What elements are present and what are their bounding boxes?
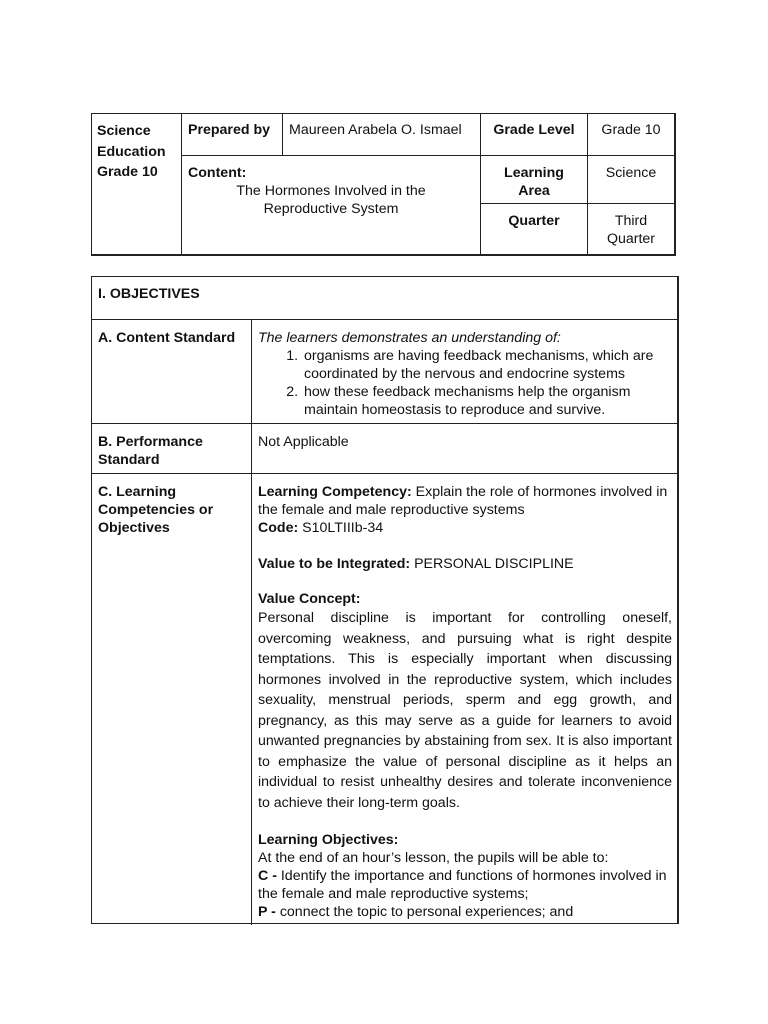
value-concept (258, 590, 672, 813)
content-cell (181, 155, 480, 256)
learning-competency (258, 483, 672, 519)
objective-cognitive (258, 867, 672, 903)
learning-competencies-body (251, 474, 678, 925)
objective-p-label: P - (258, 904, 276, 920)
code-value: S10LTIIIb-34 (298, 520, 384, 536)
value-to-integrate (258, 555, 672, 573)
code-label: Code: (258, 520, 299, 536)
performance-standard-body (251, 424, 678, 473)
learning-area-label-line-2: Area (518, 183, 550, 199)
quarter-label: Quarter (508, 213, 560, 229)
quarter-label-cell (480, 203, 587, 254)
content-title (188, 182, 480, 218)
grade-level-label: Grade Level (493, 122, 575, 138)
learning-area-label-line-1: Learning (504, 165, 564, 181)
prepared-by-value: Maureen Arabela O. Ismael (289, 122, 462, 138)
content-standard-list (258, 347, 672, 419)
quarter-value-line-2: Quarter (606, 231, 656, 247)
performance-standard-label (92, 424, 251, 473)
learning-competencies-label-line-2: Competencies or (98, 502, 214, 518)
content-label: Content: (188, 165, 247, 181)
learning-objectives (258, 831, 672, 921)
subject-cell (91, 113, 181, 256)
value-concept-text: Personal discipline is important for controlling oneself, overcoming weakness, and pursuing what is right despite temptations. This is especially important when discussing hormones involved in the reproductive system, which includes sexuality, menstrual periods, sperm and egg growth, and pregnancy, as this may serve as a guide for learners to avoid unwanted pregnancies by abstaining from sex. It is also important to emphasize the value of personal discipline as it helps an individual to resist unhealthy desires and tolerate inconvenience to achieve their long-term goals. (258, 610, 672, 811)
objective-p-text: connect the topic to personal experiences; and (275, 904, 574, 920)
learning-objectives-intro: At the end of an hour’s lesson, the pupils will be able to: (258, 850, 609, 866)
content-standard-label: A. Content Standard (98, 330, 236, 346)
objectives-title: I. OBJECTIVES (98, 286, 200, 302)
learning-objectives-label: Learning Objectives: (258, 832, 399, 848)
quarter-value-line-1: Third (614, 213, 648, 229)
content-standard-item: 1. organisms are having feedback mechanisms, which are coordinated by the nervous and endocrine systems (302, 347, 672, 383)
subject-line-2: Education (97, 143, 166, 160)
learning-competencies-label-line-3: Objectives (98, 520, 170, 536)
prepared-by-label-cell (181, 113, 282, 155)
content-title-line-1: The Hormones Involved in the (236, 183, 426, 199)
quarter-value-cell (587, 203, 674, 254)
grade-level-label-cell (480, 113, 587, 155)
content-standard-row (92, 319, 678, 423)
content-standard-item: 2. how these feedback mechanisms help the organism maintain homeostasis to reproduce and survive. (302, 383, 672, 419)
learning-competencies-label (92, 474, 251, 925)
content-standard-body (251, 320, 678, 423)
competency-code (258, 519, 672, 537)
subject-line-1: Science (97, 123, 151, 139)
content-standard-intro: The learners demonstrates an understanding of: (258, 330, 561, 346)
prepared-by-value-cell (282, 113, 480, 155)
learning-area-label-cell (480, 155, 587, 203)
subject-line-3: Grade 10 (97, 164, 158, 180)
header-table (91, 113, 676, 256)
objectives-title-row (92, 277, 678, 319)
value-label: Value to be Integrated: (258, 556, 411, 572)
performance-standard-row (92, 423, 678, 473)
prepared-by-label: Prepared by (188, 122, 271, 138)
value-text: PERSONAL DISCIPLINE (410, 556, 574, 572)
learning-competencies-row (92, 473, 678, 925)
grade-level-value: Grade 10 (601, 122, 661, 138)
performance-standard-value: Not Applicable (258, 434, 349, 450)
objective-psychomotor (258, 903, 672, 921)
objective-c-label: C - (258, 868, 277, 884)
value-concept-label: Value Concept: (258, 591, 361, 607)
content-title-line-2: Reproductive System (263, 201, 399, 217)
learning-competency-text: Explain the role of hormones involved in the female and male reproductive systems (258, 484, 668, 518)
learning-competency-label: Learning Competency: (258, 484, 412, 500)
objectives-table (91, 276, 679, 924)
objective-c-text: Identify the importance and functions of hormones involved in the female and male reproductive systems; (258, 868, 667, 902)
performance-standard-label-line-1: B. Performance (98, 434, 203, 450)
grade-level-value-cell (587, 113, 674, 155)
learning-competencies-label-line-1: C. Learning (98, 484, 177, 500)
performance-standard-label-line-2: Standard (98, 452, 160, 468)
learning-area-value-cell (587, 155, 674, 203)
learning-area-value: Science (605, 165, 657, 181)
